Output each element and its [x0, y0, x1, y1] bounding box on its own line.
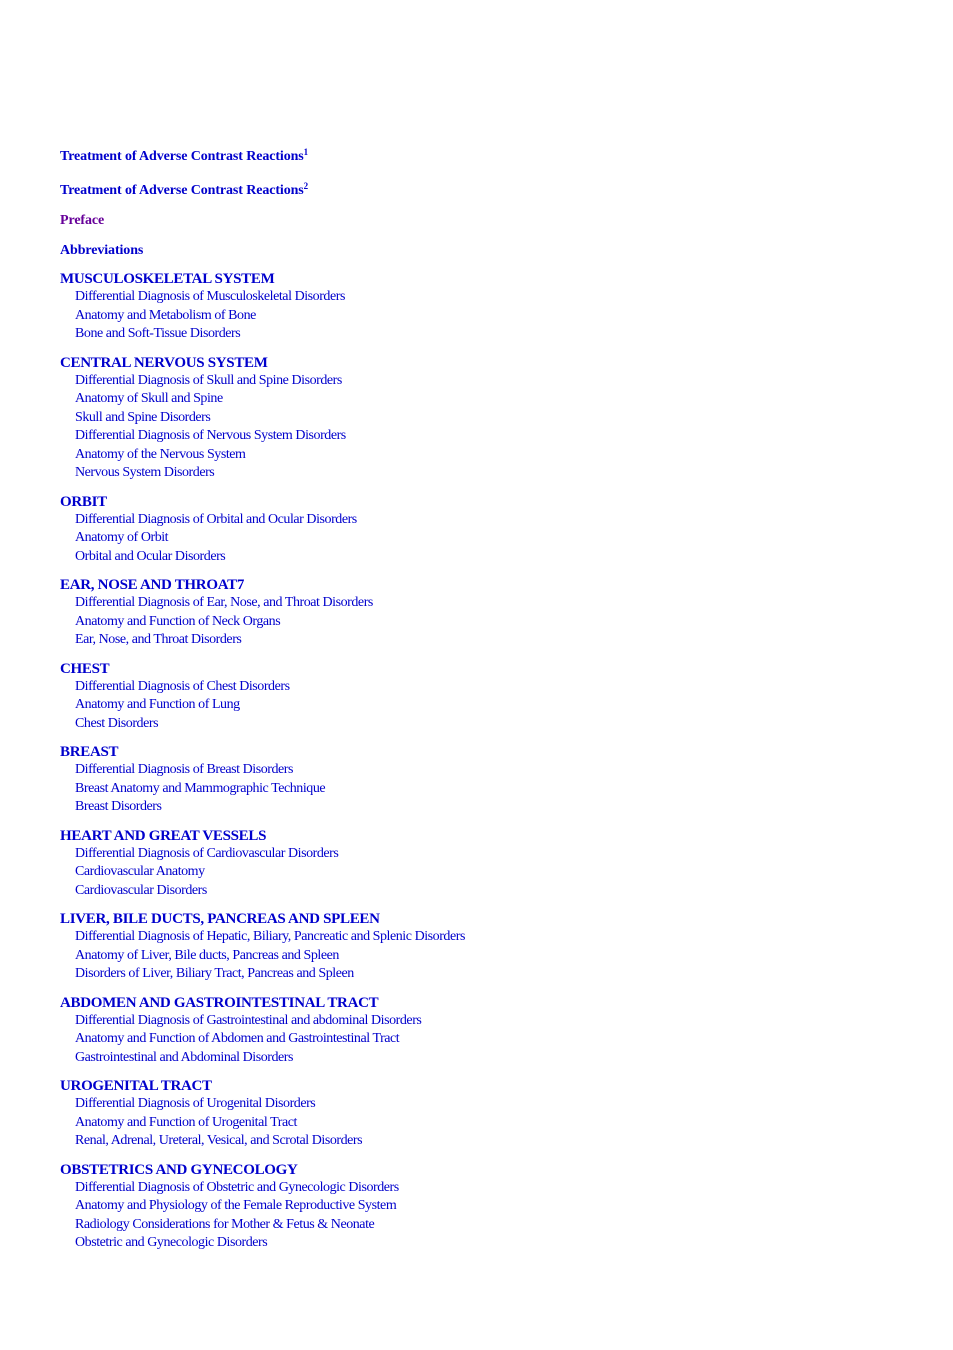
front-matter-label: Treatment of Adverse Contrast Reactions [60, 183, 304, 198]
front-matter-label: Abbreviations [60, 243, 144, 258]
front-matter-label: Treatment of Adverse Contrast Reactions [60, 149, 304, 164]
toc-section [60, 910, 920, 984]
front-matter-link-2[interactable] [60, 182, 920, 200]
section-title-link[interactable]: ORBIT [60, 493, 107, 510]
toc-section [60, 1077, 920, 1151]
chapter-link[interactable]: Differential Diagnosis of Urogenital Disorders [75, 1096, 316, 1111]
toc-section [60, 354, 920, 483]
chapter-link[interactable]: Bone and Soft-Tissue Disorders [75, 326, 241, 341]
chapter-link[interactable]: Anatomy and Function of Urogenital Tract [75, 1114, 297, 1130]
chapter-link[interactable]: Ear, Nose, and Throat Disorders [75, 632, 242, 647]
chapter-link[interactable]: Differential Diagnosis of Ear, Nose, and Throat Disorders [75, 595, 373, 610]
chapter-link[interactable]: Skull and Spine Disorders [75, 409, 211, 425]
chapter-link[interactable]: Differential Diagnosis of Obstetric and Gynecologic Disorders [75, 1179, 399, 1195]
toc-section [60, 1161, 920, 1253]
toc-section [60, 827, 920, 901]
chapter-link[interactable]: Radiology Considerations for Mother & Fetus & Neonate [75, 1216, 375, 1232]
chapter-link[interactable]: Chest Disorders [75, 715, 159, 731]
chapter-link[interactable]: Nervous System Disorders [75, 465, 215, 480]
chapter-link[interactable]: Breast Anatomy and Mammographic Technique [75, 780, 326, 796]
chapter-link[interactable]: Anatomy and Function of Abdomen and Gastrointestinal Tract [75, 1031, 400, 1046]
toc-section [60, 743, 920, 817]
chapter-link[interactable]: Differential Diagnosis of Gastrointestinal and abdominal Disorders [75, 1012, 422, 1028]
chapter-link[interactable]: Obstetric and Gynecologic Disorders [75, 1235, 268, 1250]
chapter-link[interactable]: Differential Diagnosis of Chest Disorders [75, 678, 290, 694]
front-matter [60, 148, 920, 260]
table-of-contents [60, 148, 920, 1253]
chapter-link[interactable]: Orbital and Ocular Disorders [75, 548, 226, 564]
chapter-link[interactable]: Anatomy and Physiology of the Female Reproductive System [75, 1198, 397, 1213]
chapter-link[interactable]: Anatomy and Function of Lung [75, 697, 240, 712]
chapter-link[interactable]: Disorders of Liver, Biliary Tract, Pancreas and Spleen [75, 966, 354, 981]
chapter-link[interactable]: Differential Diagnosis of Nervous System Disorders [75, 428, 346, 443]
section-title-link[interactable]: OBSTETRICS AND GYNECOLOGY [60, 1161, 298, 1178]
chapter-link[interactable]: Differential Diagnosis of Hepatic, Biliary, Pancreatic and Splenic Disorders [75, 929, 465, 944]
toc-section [60, 576, 920, 650]
section-title-link[interactable]: BREAST [60, 744, 119, 760]
toc-section [60, 270, 920, 344]
front-matter-link-4[interactable] [60, 242, 920, 260]
footnote-marker: 2 [303, 181, 309, 191]
chapter-link[interactable]: Anatomy of Liver, Bile ducts, Pancreas and Spleen [75, 947, 339, 963]
section-title-link[interactable]: LIVER, BILE DUCTS, PANCREAS AND SPLEEN [60, 911, 380, 927]
section-title-link[interactable]: CHEST [60, 660, 110, 677]
chapter-link[interactable]: Cardiovascular Disorders [75, 882, 207, 898]
chapter-link[interactable]: Differential Diagnosis of Musculoskeletal Disorders [75, 289, 345, 304]
section-title-link[interactable]: MUSCULOSKELETAL SYSTEM [60, 271, 275, 287]
chapter-link[interactable]: Differential Diagnosis of Cardiovascular Disorders [75, 845, 339, 861]
front-matter-label: Preface [60, 213, 105, 228]
toc-section [60, 994, 920, 1068]
section-title-link[interactable]: ABDOMEN AND GASTROINTESTINAL TRACT [60, 994, 379, 1011]
chapter-link[interactable]: Cardiovascular Anatomy [75, 864, 205, 879]
chapter-link[interactable]: Gastrointestinal and Abdominal Disorders [75, 1049, 294, 1065]
chapter-link[interactable]: Anatomy of Skull and Spine [75, 391, 223, 406]
chapter-link[interactable]: Renal, Adrenal, Ureteral, Vesical, and Scrotal Disorders [75, 1133, 363, 1148]
section-title-link[interactable]: EAR, NOSE AND THROAT7 [60, 577, 245, 593]
front-matter-link-1[interactable] [60, 148, 920, 166]
toc-section [60, 660, 920, 734]
section-title-link[interactable]: HEART AND GREAT VESSELS [60, 827, 267, 844]
section-title-link[interactable]: CENTRAL NERVOUS SYSTEM [60, 354, 268, 371]
chapter-link[interactable]: Anatomy and Function of Neck Organs [75, 613, 281, 629]
toc-section [60, 493, 920, 567]
footnote-marker: 1 [303, 147, 309, 157]
chapter-link[interactable]: Anatomy of Orbit [75, 530, 169, 545]
chapter-link[interactable]: Differential Diagnosis of Orbital and Ocular Disorders [75, 511, 357, 527]
chapter-link[interactable]: Differential Diagnosis of Breast Disorders [75, 762, 294, 777]
section-title-link[interactable]: UROGENITAL TRACT [60, 1078, 212, 1094]
chapter-link[interactable]: Anatomy of the Nervous System [75, 446, 246, 462]
front-matter-link-3[interactable] [60, 212, 920, 230]
chapter-link[interactable]: Anatomy and Metabolism of Bone [75, 307, 256, 323]
chapter-link[interactable]: Breast Disorders [75, 799, 162, 814]
sections [60, 270, 920, 1253]
chapter-link[interactable]: Differential Diagnosis of Skull and Spine Disorders [75, 372, 342, 388]
